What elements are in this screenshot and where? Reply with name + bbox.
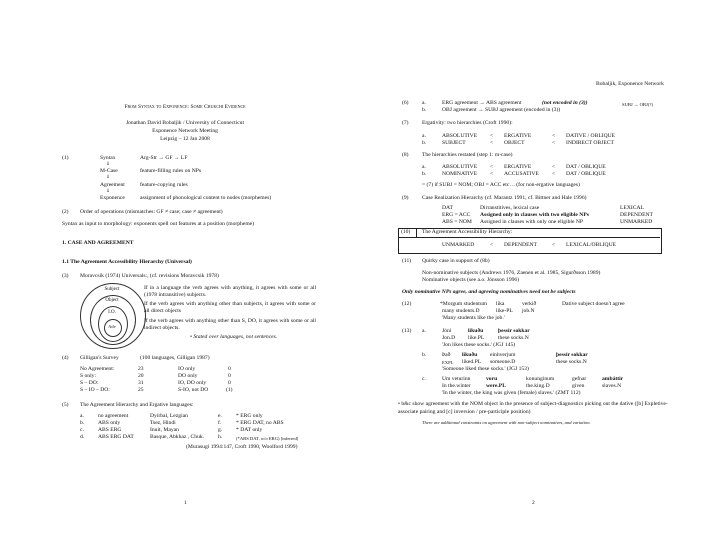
stated-over-note: • Stated over languages, not sentences. — [190, 334, 278, 340]
ex5-source: (Murasugi 1994:147, Croft 1990, Woolford 1999) — [186, 444, 298, 450]
survey-cell: 25 — [138, 387, 144, 393]
section-1-heading: 1. CASE AND AGREEMENT — [62, 240, 134, 246]
survey-cell: S – DO: — [80, 380, 99, 386]
erg-cell: h. — [218, 434, 223, 440]
survey-cell: S – IO – DO: — [80, 387, 110, 393]
gloss-word: voru — [486, 376, 498, 382]
gloss-line: the.king.D — [526, 383, 550, 389]
author-line: Jonathan David Bobaljik / University of Connecticut — [125, 120, 245, 126]
gloss-word: ambáttir — [602, 376, 624, 382]
ex2-text: Order of operations (mismatches: GF ≠ case; case ≠ agreement) — [80, 209, 223, 215]
circle-label-io: I.O. — [108, 310, 116, 315]
ex6-b: OBJ agreement → SUBJ agreement (encoded in (3)) — [442, 107, 561, 113]
aah-cell: UNMARKED — [442, 242, 475, 248]
ex1-term-syntax: Syntax — [100, 155, 116, 161]
gloss-line: these socks.N — [556, 359, 587, 365]
page-number-1: 1 — [184, 500, 187, 506]
ex7-title: Ergativity: two hierarchies (Croft 1990): — [422, 120, 513, 126]
ex10-box-divider — [416, 228, 417, 237]
down-arrow-icon: ⇓ — [106, 175, 110, 180]
gloss-line: many students.D — [442, 308, 480, 314]
ex10-box-divider — [398, 237, 660, 238]
gloss-word: líkuðu — [468, 328, 484, 334]
ex4-label: Gilligan's Survey — [80, 355, 119, 361]
survey-cell: (1) — [226, 387, 233, 393]
gloss-line: liked.PL — [462, 359, 482, 365]
erg-cell: ABS ERG — [98, 427, 122, 433]
hier-cell: ACCUSATIVE — [504, 171, 539, 177]
hier-cell: NOMINATIVE — [442, 171, 478, 177]
survey-cell: No Agreement: — [80, 366, 115, 372]
crh-cell: ABS = NOM — [442, 219, 472, 225]
ex13-number: (13) — [402, 328, 412, 334]
survey-cell: 20 — [138, 373, 144, 379]
paper-title: From Syntax to Exponence: Some Chukchi Evidence — [124, 104, 246, 110]
ex12-number: (12) — [402, 301, 412, 307]
hier-cell: ABSOLUTIVE — [442, 164, 478, 170]
ex11-line1: Non-nominative subjects (Andrews 1976, Zaenen et al. 1985, Sigurðsson 1989) — [422, 270, 601, 276]
gloss-line: given — [572, 383, 585, 389]
survey-cell: IO, DO only — [178, 380, 207, 386]
gloss-word: þessir sokkar — [556, 352, 588, 358]
ex1-desc-exponence: assignment of phonological content to nodes (morphemes) — [140, 195, 272, 201]
hier-cell: < — [552, 140, 556, 146]
running-header: Bobaljik, Exponence Network — [596, 81, 664, 87]
ex6-a: ERG agreement → ABS agreement — [442, 100, 522, 106]
erg-cell: Dyirbal, Lezgian — [150, 413, 188, 419]
hier-cell: < — [490, 164, 494, 170]
crh-cell: ERG = ACC — [442, 212, 471, 218]
erg-cell: (*ABS DAT, w/o ERG) [inferred] — [236, 436, 299, 441]
ex1-desc-syntax: Arg-Str → GF → LF — [140, 155, 188, 161]
gloss-word: þessir sokkar — [498, 328, 530, 334]
ex9-number: (9) — [402, 195, 409, 201]
down-arrow-icon: ⇓ — [106, 162, 110, 167]
ex4-source: (100 languages, Gilligan 1987) — [140, 355, 210, 361]
crh-cell: UNMARKED — [620, 219, 653, 225]
ex4-number: (4) — [62, 355, 69, 361]
erg-cell: b. — [80, 420, 85, 426]
survey-cell: 23 — [138, 366, 144, 372]
erg-cell: no agreement — [98, 413, 129, 419]
erg-cell: ABS ERG DAT — [98, 434, 134, 440]
ex9-title: Case Realization Hierarchy (cf. Marantz 1991, cf. Bittner and Hale 1996) — [422, 195, 587, 201]
aah-cell: LEXICAL/OBLIQUE — [566, 242, 617, 248]
hier-cell: < — [490, 171, 494, 177]
gloss-word: gefnar — [572, 376, 587, 382]
venue-line: Exponence Network Meeting — [152, 128, 218, 134]
only-nominative-heading: Only nominative NPs agree, and agreeing nominatives need not be subjects — [402, 289, 576, 295]
circle-label-subject: Subject — [104, 287, 120, 292]
aah-cell: < — [490, 242, 494, 248]
ex8-note: = (7) if SUBJ = NOM; OBJ = ACC etc… (for non-ergative languages) — [422, 182, 580, 188]
handout-page: Bobaljik, Exponence Network From Syntax to Exponence: Some Chukchi Evidence Jonathan David Bobaljik / University of Connecticut Exponence Network Meeting Leipzig – 12 Jan 2008 (1) Syntax Arg-Str → GF → LF ⇓ M-Case feature-filling rules on NPs ⇓ Agreement feature-copying rules ⇓ Exponence assignment of phonological content to nodes (morphemes) (2) Order of operations (mismatches: GF ≠ case; case ≠ agreement) Syntax as input to morphology: exponents spell out features at a position (morpheme) 1. CASE AND AGREEMENT 1.1 The Agreement Accessibility Hierarchy (Universal) (3) Moravcsik (1974) Universals:, (cf. revisions Moravcsik 1978) Subject Object I.O. Adv If in a language the verb agrees with anything, it agrees with some or all (1978 intransitive) subjects. If the verb agrees with anything other than subjects, it agrees with some or all direct objects If the verb agrees with anything other than S, DO, it agrees with some or all indirect objects. • Stated over languages, not sentences. (4) Gilligan's Survey (100 languages, Gilligan 1987) No Agreement: 23 IO only 0 S only: 20 DO only 0 S – DO: 31 IO, DO only 0 S – IO – DO: 25 S-IO, not DO (1) (5) The Agreement Hierarchy and Ergative languages: a. no agreement Dyirbal, Lezgian e. * ERG only b. ABS only Tsez, Hindi f. * ERG DAT, no ABS c. ABS ERG Inuit, Mayan g. * DAT only d. ABS ERG DAT Basque, Abkhaz , Chuk. h. (*ABS DAT, w/o ERG) [inferred] (Murasugi 1994:147, Croft 1990, Woolford 1999) 1 (6) a. ERG agreement → ABS agreement (not encoded in (3)) SUBJ → OBJ(?) b. OBJ agreement → SUBJ agreement (encoded in (3)) (7) Ergativity: two hierarchies (Croft 1990): a. ABSOLUTIVE < ERGATIVE < DATIVE / OBLIQUE b. SUBJECT < OBJECT < INDIRECT OBJECT (8) The hierarchies restated (step 1: m-case) a. ABSOLUTIVE < ERGATIVE < DAT / OBLIQUE b. NOMINATIVE < ACCUSATIVE < DAT / OBLIQUE = (7) if SUBJ = NOM; OBJ = ACC etc… (for non-ergative languages) (9) Case Realization Hierarchy (cf. Marantz 1991, cf. Bittner and Hale 1996) DAT Dirranstitives, lexical case LEXICAL ERG = ACC Assigned only in clauses with two eligible NPs DEPENDENT ABS = NOM Assigned in clauses with only one eligible NP UNMARKED (10) The Agreement Accessibility Hierarchy: UNMARKED < DEPENDENT < LEXICAL/OBLIQUE (11) Quirky case in support of (8b) Non-nominative subjects (Andrews 1976, Zaenen et al. 1985, Sigurðsson 1989) Nominative objects (see a.o. Jónsson 1996) Only nominative NPs agree, and agreeing nominatives need not be subjects (12) *Morgum studentum líka verkið Dative subject doesn't agree many students.D like-PL job.N 'Many students like the job.' (13) a. Jóni líkuðu þessir sokkar Jon.D like.PL these socks.N 'Jon likes these socks.' (JGJ 145) b. Það líkuðu einhverjum þessir sokkar EXPL liked.PL someone.D these socks.N 'Someone liked these socks.' (JGJ 153) c. Um veturinn voru konunginum gefnar ambáttir In the.winter were.PL the.king.D given slaves.N 'In the winter, the king was given (female) slaves.' (ZMT 112) • b&c show agreement with the NOM object in the presence of subject-diagnostics picking out the dative ([b] Expletive-associate pairing and [c] inversion / pre-participle position) There are additional constraints on agreement with non-subject nominatives, and variation. 2 — [62, 81, 668, 506]
hier-cell: DAT / OBLIQUE — [566, 164, 606, 170]
down-arrow-icon: ⇓ — [106, 189, 110, 194]
gloss-word: einhverjum — [490, 352, 516, 358]
universal-1: If in a language the verb agrees with anything, it agrees with some or all (1978 intransitive) subjects. — [144, 285, 316, 298]
crh-cell: DEPENDENT — [620, 212, 653, 218]
hier-cell: DAT / OBLIQUE — [566, 171, 606, 177]
ex7-number: (7) — [402, 120, 409, 126]
erg-cell: Basque, Abkhaz , Chuk. — [150, 434, 205, 440]
hier-cell: < — [552, 171, 556, 177]
ex11-number: (11) — [402, 258, 412, 264]
gloss-line: In the.winter — [442, 383, 471, 389]
ex6-number: (6) — [402, 100, 409, 106]
erg-cell: * ERG only — [236, 413, 263, 419]
crh-cell: LEXICAL — [620, 205, 644, 211]
syntax-note: Syntax as input to morphology: exponents spell out features at a position (morpheme) — [62, 221, 255, 227]
crh-cell: Assigned only in clauses with two eligible NPs — [480, 212, 589, 218]
translation: 'Jon likes these socks.' (JGJ 145) — [442, 342, 516, 348]
gloss-word: Um veturinn — [442, 376, 471, 382]
bc-bullet-note: • b&c show agreement with the NOM object in the presence of subject-diagnostics picking out the dative ([b] Expletive-associate pairing and [c] inversion / pre-participle position) — [398, 401, 668, 415]
hier-cell: INDIRECT OBJECT — [566, 140, 614, 146]
ex3-text: Moravcsik (1974) Universals:, (cf. revisions Moravcsik 1978) — [80, 273, 219, 279]
ex6-a-note: (not encoded in (3)) — [542, 100, 588, 106]
gloss-word: líka — [496, 301, 505, 307]
erg-cell: ABS only — [98, 420, 121, 426]
erg-cell: * ERG DAT, no ABS — [236, 420, 284, 426]
survey-cell: 31 — [138, 380, 144, 386]
translation: 'Many students like the job.' — [442, 315, 505, 321]
translation: 'Someone liked these socks.' (JGJ 153) — [442, 366, 529, 372]
ex1-term-agreement: Agreement — [100, 182, 125, 188]
translation: 'In the winter, the king was given (female) slaves.' (ZMT 112) — [442, 390, 581, 396]
hier-cell: OBJECT — [504, 140, 525, 146]
survey-cell: DO only — [178, 373, 198, 379]
hier-cell: DATIVE / OBLIQUE — [566, 133, 616, 139]
ex8-title: The hierarchies restated (step 1: m-case) — [422, 152, 513, 158]
hier-cell: < — [552, 133, 556, 139]
ex8-number: (8) — [402, 152, 409, 158]
gloss-line: Jon.D — [442, 335, 456, 341]
universal-2: If the verb agrees with anything other than subjects, it agrees with some or all direct objects — [144, 301, 316, 314]
gloss-word: verkið — [522, 301, 537, 307]
gloss-line: these socks.N — [498, 335, 529, 341]
erg-cell: Inuit, Mayan — [150, 427, 179, 433]
erg-cell: f. — [218, 420, 222, 426]
gloss-word: konunginum — [526, 376, 555, 382]
circle-label-object: Object — [105, 298, 119, 303]
circle-label-adv: Adv — [108, 324, 116, 329]
gloss-line: slaves.N — [602, 383, 622, 389]
ex1-desc-agreement: feature-copying rules — [140, 182, 188, 188]
ex5-number: (5) — [62, 402, 69, 408]
gloss-word: líkuðu — [462, 352, 478, 358]
gloss-word: Jóni — [442, 328, 452, 334]
erg-cell: c. — [80, 427, 84, 433]
survey-cell: 0 — [228, 366, 231, 372]
gloss-line: like.PL — [468, 335, 485, 341]
survey-cell: S-IO, not DO — [178, 387, 209, 393]
ex10-number: (10) — [401, 229, 411, 235]
footer-note: There are additional constraints on agreement with non-subject nominatives, and variation. — [422, 420, 591, 425]
ex3-number: (3) — [62, 273, 69, 279]
ex1-term-exponence: Exponence — [100, 195, 125, 201]
erg-cell: Tsez, Hindi — [150, 420, 176, 426]
universal-3: If the verb agrees with anything other than S, DO, it agrees with some or all indirect objects. — [144, 318, 316, 331]
gloss-line: someone.D — [490, 359, 516, 365]
place-date-line: Leipzig – 12 Jan 2008 — [160, 136, 210, 142]
hier-cell: < — [490, 133, 494, 139]
ex12-comment: Dative subject doesn't agree — [562, 301, 625, 307]
survey-cell: IO only — [178, 366, 196, 372]
survey-cell: 0 — [228, 373, 231, 379]
hier-cell: < — [552, 164, 556, 170]
erg-cell: d. — [80, 434, 85, 440]
erg-cell: * DAT only — [236, 427, 263, 433]
hier-cell: SUBJECT — [442, 140, 466, 146]
gloss-word: Það — [442, 352, 451, 358]
erg-cell: e. — [218, 413, 222, 419]
crh-cell: DAT — [442, 205, 453, 211]
gloss-word: *Morgum studentum — [440, 301, 487, 307]
gloss-line: like-PL — [496, 308, 513, 314]
ex1-term-mcase: M-Case — [100, 168, 118, 174]
crh-cell: Assigned in clauses with only one eligible NP — [480, 219, 584, 225]
page-number-2: 2 — [532, 500, 535, 506]
erg-cell: a. — [80, 413, 84, 419]
gloss-line: job.N — [522, 308, 535, 314]
ex2-number: (2) — [62, 209, 69, 215]
ex6-a-side: SUBJ → OBJ(?) — [622, 102, 653, 107]
hier-cell: ERGATIVE — [504, 164, 532, 170]
aah-cell: < — [552, 242, 556, 248]
ex1-number: (1) — [62, 155, 69, 161]
survey-cell: 0 — [228, 380, 231, 386]
ex11-line2: Nominative objects (see a.o. Jónsson 1996) — [422, 277, 520, 283]
ex11-title: Quirky case in support of (8b) — [422, 258, 490, 264]
hier-cell: ERGATIVE — [504, 133, 532, 139]
erg-cell: g. — [218, 427, 223, 433]
gloss-line: were.PL — [486, 383, 506, 389]
ex5-title: The Agreement Hierarchy and Ergative languages: — [80, 402, 194, 408]
crh-cell: Dirranstitives, lexical case — [480, 205, 540, 211]
hier-cell: ABSOLUTIVE — [442, 133, 478, 139]
aah-cell: DEPENDENT — [504, 242, 537, 248]
survey-cell: S only: — [80, 373, 97, 379]
hier-cell: < — [490, 140, 494, 146]
ex1-desc-mcase: feature-filling rules on NPs — [140, 168, 202, 174]
ex10-title: The Agreement Accessibility Hierarchy: — [422, 229, 513, 235]
gloss-line: EXPL — [442, 360, 454, 365]
section-1-1-heading: 1.1 The Agreement Accessibility Hierarchy (Universal) — [62, 259, 192, 265]
